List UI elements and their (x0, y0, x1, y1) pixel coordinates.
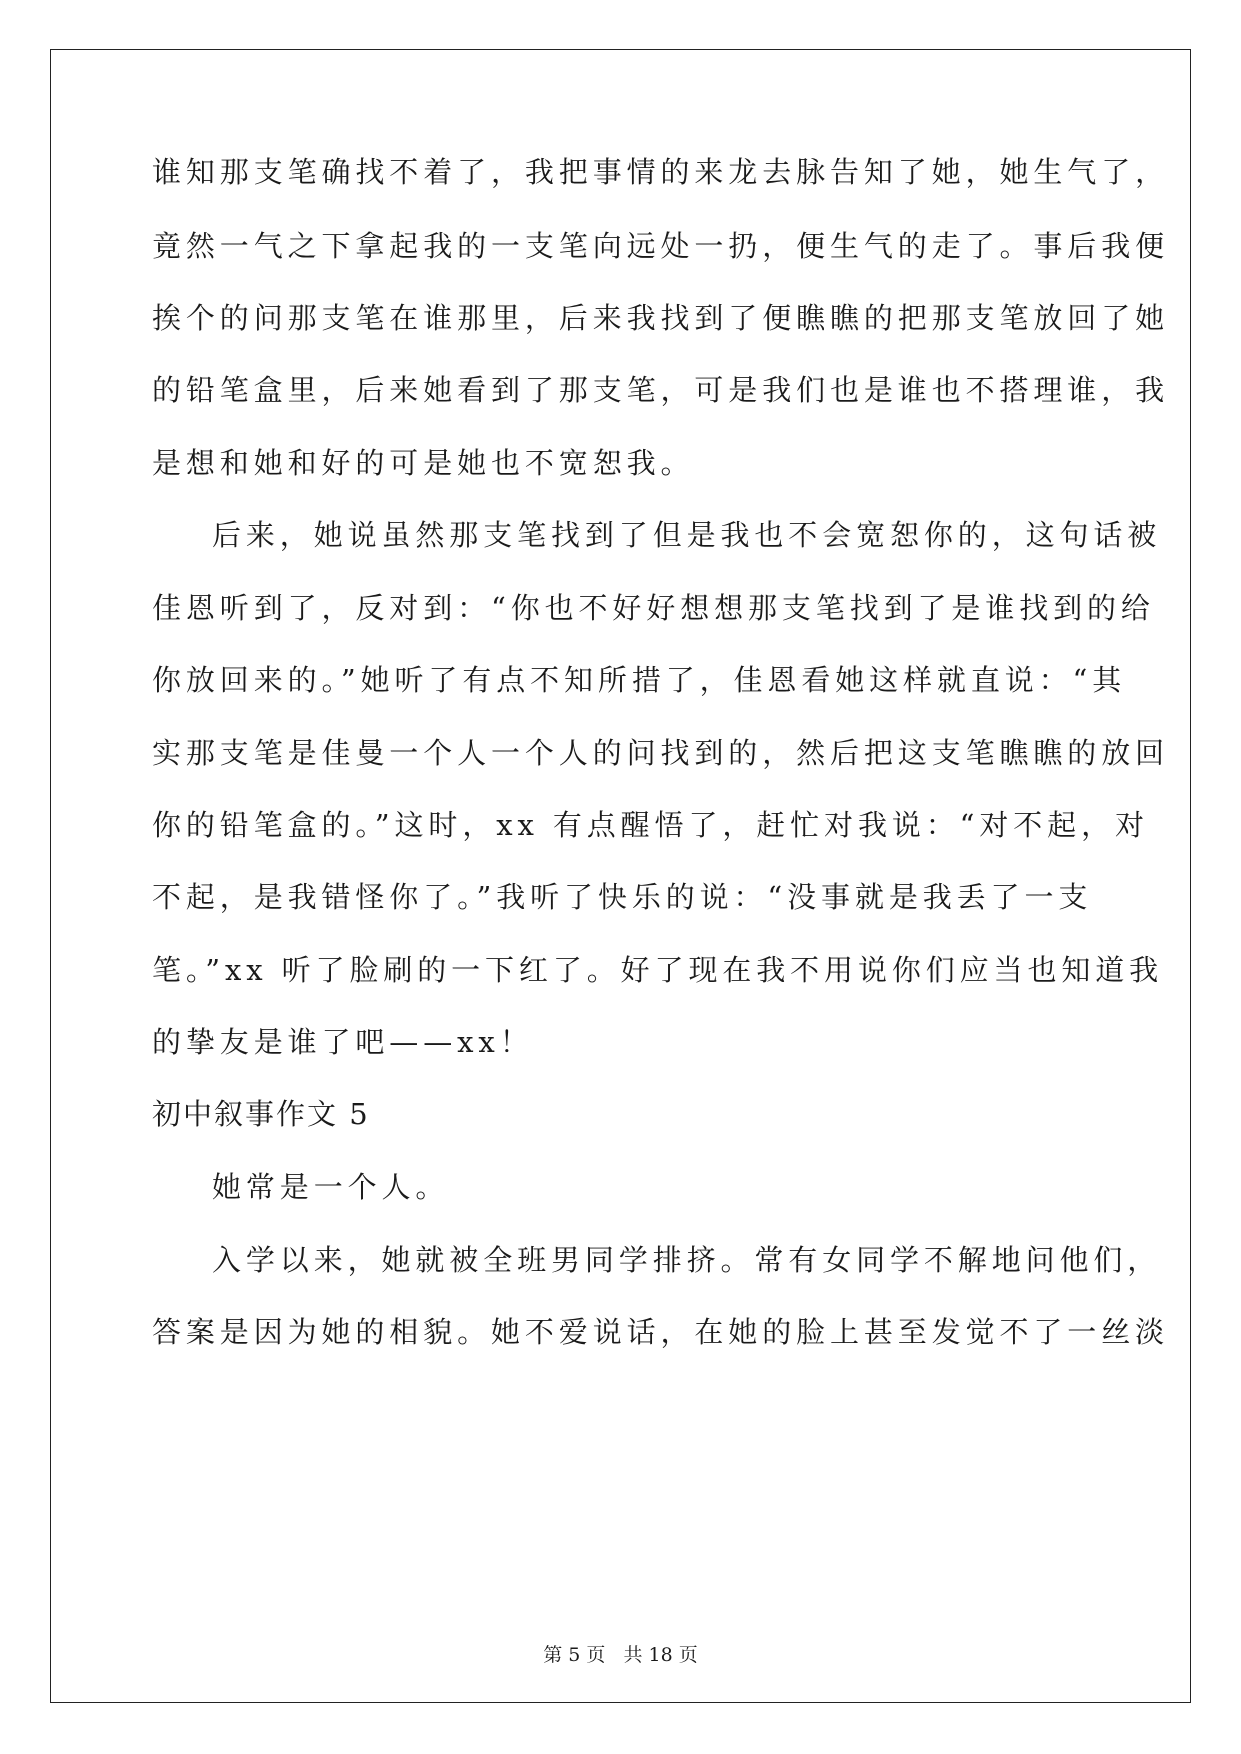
page-total: 共 18 页 (623, 1644, 698, 1666)
body-line: 是想和她和好的可是她也不宽恕我。 (152, 446, 695, 480)
body-line: 的挚友是谁了吧——xx！ (152, 1025, 534, 1059)
body-line: 不起，是我错怪你了。”我听了快乐的说：“没事就是我丢了一支 (152, 880, 1093, 914)
body-line: 后来，她说虽然那支笔找到了但是我也不会宽恕你的，这句话被 (212, 518, 1162, 552)
body-line: 竟然一气之下拿起我的一支笔向远处一扔，便生气的走了。事后我便 (152, 229, 1170, 263)
body-line: 实那支笔是佳曼一个人一个人的问找到的，然后把这支笔瞧瞧的放回 (152, 736, 1170, 770)
body-line: 挨个的问那支笔在谁那里，后来我找到了便瞧瞧的把那支笔放回了她 (152, 301, 1170, 335)
body-line: 她常是一个人。 (212, 1170, 450, 1204)
body-line: 的铅笔盒里，后来她看到了那支笔，可是我们也是谁也不搭理谁，我 (152, 373, 1170, 407)
body-line: 你的铅笔盒的。”这时，xx 有点醒悟了，赶忙对我说：“对不起，对 (152, 808, 1149, 842)
body-line: 谁知那支笔确找不着了，我把事情的来龙去脉告知了她，她生气了， (152, 155, 1170, 189)
body-line: 佳恩听到了，反对到：“你也不好好想想那支笔找到了是谁找到的给 (152, 591, 1155, 625)
page-number: 第 5 页 (543, 1644, 606, 1666)
section-title: 初中叙事作文 5 (152, 1097, 370, 1131)
body-line: 答案是因为她的相貌。她不爱说话，在她的脸上甚至发觉不了一丝淡 (152, 1315, 1170, 1349)
body-line: 入学以来，她就被全班男同学排挤。常有女同学不解地问他们， (212, 1243, 1162, 1277)
page-footer (0, 1643, 1241, 1667)
body-line: 笔。”xx 听了脸刷的一下红了。好了现在我不用说你们应当也知道我 (152, 953, 1164, 987)
body-line: 你放回来的。”她听了有点不知所措了，佳恩看她这样就直说：“其 (152, 663, 1127, 697)
